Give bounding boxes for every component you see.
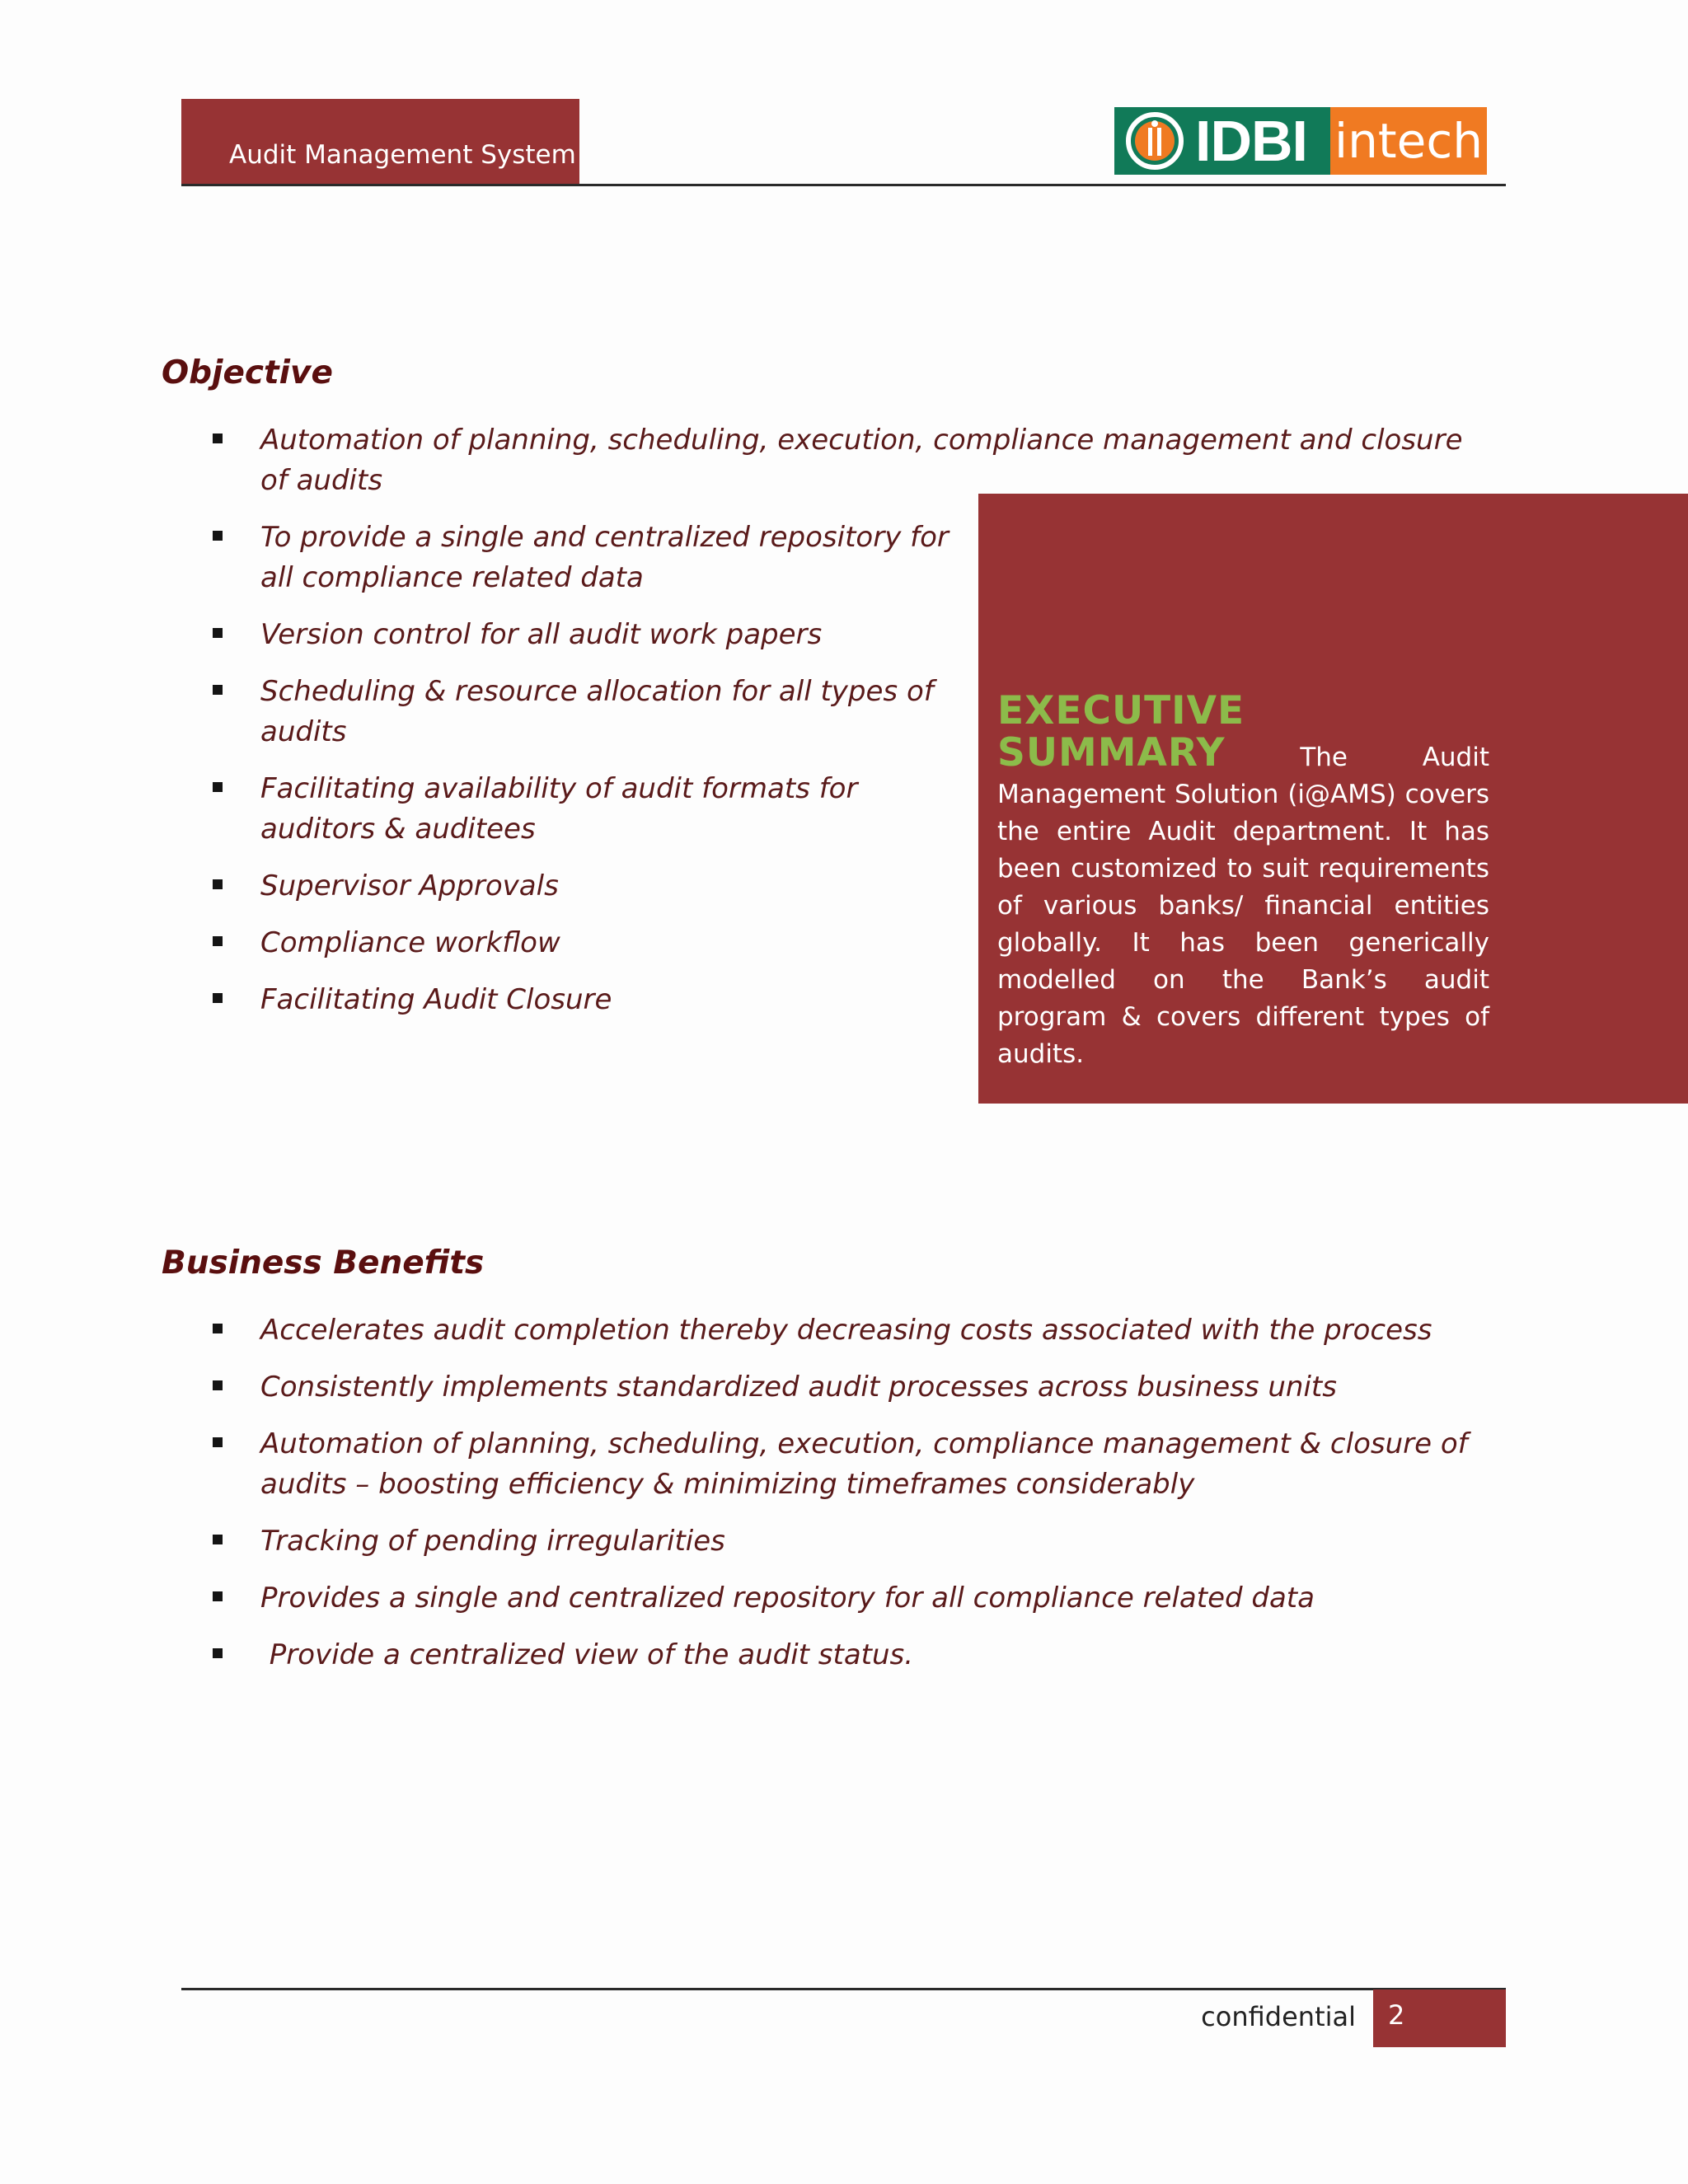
benefit-item: Provide a centralized view of the audit status. xyxy=(213,1635,1498,1675)
bullet-square-icon xyxy=(213,628,223,638)
confidential-label: confidential xyxy=(1201,2001,1356,2032)
objective-item: Compliance workflow xyxy=(213,923,963,963)
executive-summary-title: EXECUTIVE SUMMARY xyxy=(997,688,1245,776)
bullet-square-icon xyxy=(213,434,223,443)
bullet-square-icon xyxy=(213,531,223,541)
bullet-square-icon xyxy=(213,1437,223,1447)
page-number-box xyxy=(1373,1990,1506,2047)
objective-item: Facilitating Audit Closure xyxy=(213,980,963,1020)
executive-summary-body: The Audit Management Solution (i@AMS) covers the entire Audit department. It has been customized to suit requirements of various banks/ financial entities globally. It has been generically modelled on the Bank’s audit program & covers different types of audits. xyxy=(997,743,1490,1069)
idbi-intech-logo xyxy=(1114,107,1487,175)
bullet-square-icon xyxy=(213,1535,223,1544)
business-benefits-heading: Business Benefits xyxy=(162,1244,485,1282)
header-title: Audit Management System xyxy=(229,140,576,170)
objective-list-narrow xyxy=(213,518,963,1037)
bullet-square-icon xyxy=(213,1324,223,1333)
benefit-item: Provides a single and centralized repository for all compliance related data xyxy=(213,1578,1498,1619)
objective-item: Supervisor Approvals xyxy=(213,866,963,907)
header-divider xyxy=(181,184,1506,186)
benefit-item: Automation of planning, scheduling, execution, compliance management & closure of audits – boosting efficiency & minimizing timeframes considerably xyxy=(213,1424,1498,1505)
logo-text-idbi: IDBI xyxy=(1195,109,1307,173)
logo-green-block xyxy=(1114,107,1330,175)
idbi-emblem-icon xyxy=(1121,110,1189,172)
footer-divider xyxy=(181,1988,1506,1990)
objective-item: Scheduling & resource allocation for all types of audits xyxy=(213,672,963,752)
bullet-square-icon xyxy=(213,993,223,1003)
bullet-square-icon xyxy=(213,1648,223,1658)
page-number: 2 xyxy=(1388,1999,1405,2031)
bullet-square-icon xyxy=(213,782,223,792)
bullet-square-icon xyxy=(213,879,223,889)
objective-item: Automation of planning, scheduling, execution, compliance management and closure of audits xyxy=(213,420,1482,501)
benefit-item: Tracking of pending irregularities xyxy=(213,1521,1498,1562)
benefit-item: Accelerates audit completion thereby decreasing costs associated with the process xyxy=(213,1310,1498,1351)
logo-orange-block xyxy=(1330,107,1487,175)
bullet-square-icon xyxy=(213,1380,223,1390)
logo-text-intech: intech xyxy=(1334,113,1483,169)
objective-item: Version control for all audit work papers xyxy=(213,615,963,655)
executive-summary xyxy=(997,688,1490,1073)
header-title-tab xyxy=(181,99,579,185)
bullet-square-icon xyxy=(213,936,223,946)
objective-item: To provide a single and centralized repository for all compliance related data xyxy=(213,518,963,598)
objective-item: Facilitating availability of audit formats for auditors & auditees xyxy=(213,769,963,850)
objective-heading: Objective xyxy=(162,354,333,391)
benefit-item: Consistently implements standardized audit processes across business units xyxy=(213,1367,1498,1408)
bullet-square-icon xyxy=(213,1591,223,1601)
bullet-square-icon xyxy=(213,685,223,695)
benefits-list xyxy=(213,1310,1498,1692)
